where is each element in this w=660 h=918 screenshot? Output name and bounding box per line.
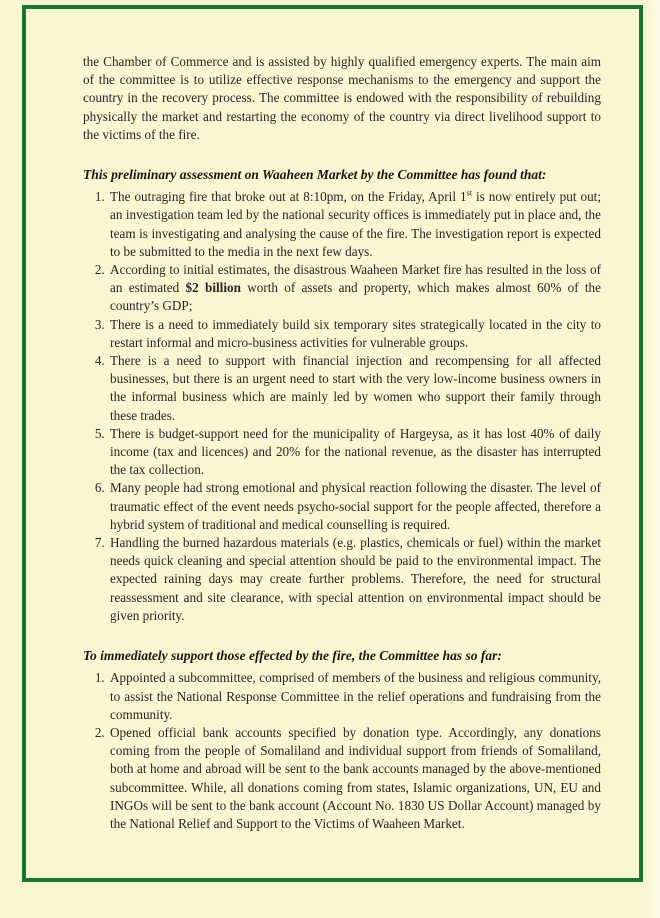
- superscript-text: st: [466, 188, 473, 198]
- list-item: [108, 425, 601, 480]
- text-run: Handling the burned hazardous materials (e.g. plastics, chemicals or fuel) within the market needs quick cleaning and special attention should be paid to the environmental impact. The expected raining days may create further problems. Therefore, the need for structural reassessment and site clearance, with special attention on environmental impact should be given priority.: [110, 535, 601, 623]
- list-item: [108, 261, 601, 316]
- text-run: According to initial estimates, the disastrous Waaheen Market fire has resulted in the loss of an estimated: [110, 262, 601, 296]
- list-item: [108, 316, 601, 352]
- list-item: [108, 352, 601, 425]
- text-run: is now entirely put out; an investigation team led by the national security offices is immediately put in place and, the team is investigating and analysing the cause of the fire. The investigation report is expected to be submitted to the media in the next few days.: [110, 189, 601, 259]
- text-run: Many people had strong emotional and physical reaction following the disaster. The level of traumatic effect of the event needs psycho-social support for the people affected, therefore a hybrid system of traditional and medical counselling is required.: [110, 480, 601, 532]
- section1-heading: This preliminary assessment on Waaheen Market by the Committee has found that:: [83, 167, 547, 183]
- list-item: [108, 188, 601, 261]
- text-run: The outraging fire that broke out at 8:10pm, on the Friday, April 1: [110, 189, 467, 205]
- intro-paragraph: the Chamber of Commerce and is assisted by highly qualified emergency experts. The main aim of the committee is to utilize effective response mechanisms to the emergency and support the country in the recovery process. The committee is endowed with the responsibility of rebuilding physically the market and restarting the economy of the country via direct livelihood support to the victims of the fire.: [83, 54, 601, 142]
- list-item: [108, 669, 601, 724]
- list-item: [108, 534, 601, 625]
- document-content: [26, 9, 639, 833]
- text-run: worth of assets and property, which makes almost 60% of the country’s GDP;: [110, 280, 602, 314]
- bold-text: $2 billion: [185, 280, 241, 296]
- page-scan-edge: [648, 0, 660, 918]
- text-run: Opened official bank accounts specified by donation type. Accordingly, any donations coming from the people of Somaliland and individual support from friends of Somaliland, both at home and abroad will be sent to the bank accounts managed by the above-mentioned subcommittee. While, all donations coming from states, Islamic organizations, UN, EU and INGOs will be sent to the bank account (Account No. 1830 US Dollar Account) managed by the National Relief and Support to the Victims of Waaheen Market.: [110, 724, 601, 831]
- list-item: [108, 479, 601, 534]
- text-run: There is a need to immediately build six temporary sites strategically located in the city to restart informal and micro-business activities for vulnerable groups.: [110, 316, 601, 350]
- section2-heading: To immediately support those effected by the fire, the Committee has so far:: [83, 648, 502, 664]
- committee-actions-list: [83, 669, 601, 833]
- list-item: [108, 724, 601, 833]
- text-run: Appointed a subcommittee, comprised of members of the business and religious community, to assist the National Response Committee in the relief operations and fundraising from the community.: [110, 670, 601, 722]
- text-run: There is budget-support need for the municipality of Hargeysa, as it has lost 40% of daily income (tax and licences) and 20% for the national revenue, as the disaster has interrupted the tax collection.: [110, 425, 601, 478]
- assessment-findings-list: [83, 188, 601, 625]
- text-run: There is a need to support with financial injection and recompensing for all affected businesses, but there is an urgent need to start with the very low-income business owners in the informal business which are mainly led by women who support their family through these trades.: [110, 353, 601, 423]
- document-border-frame: [22, 5, 643, 882]
